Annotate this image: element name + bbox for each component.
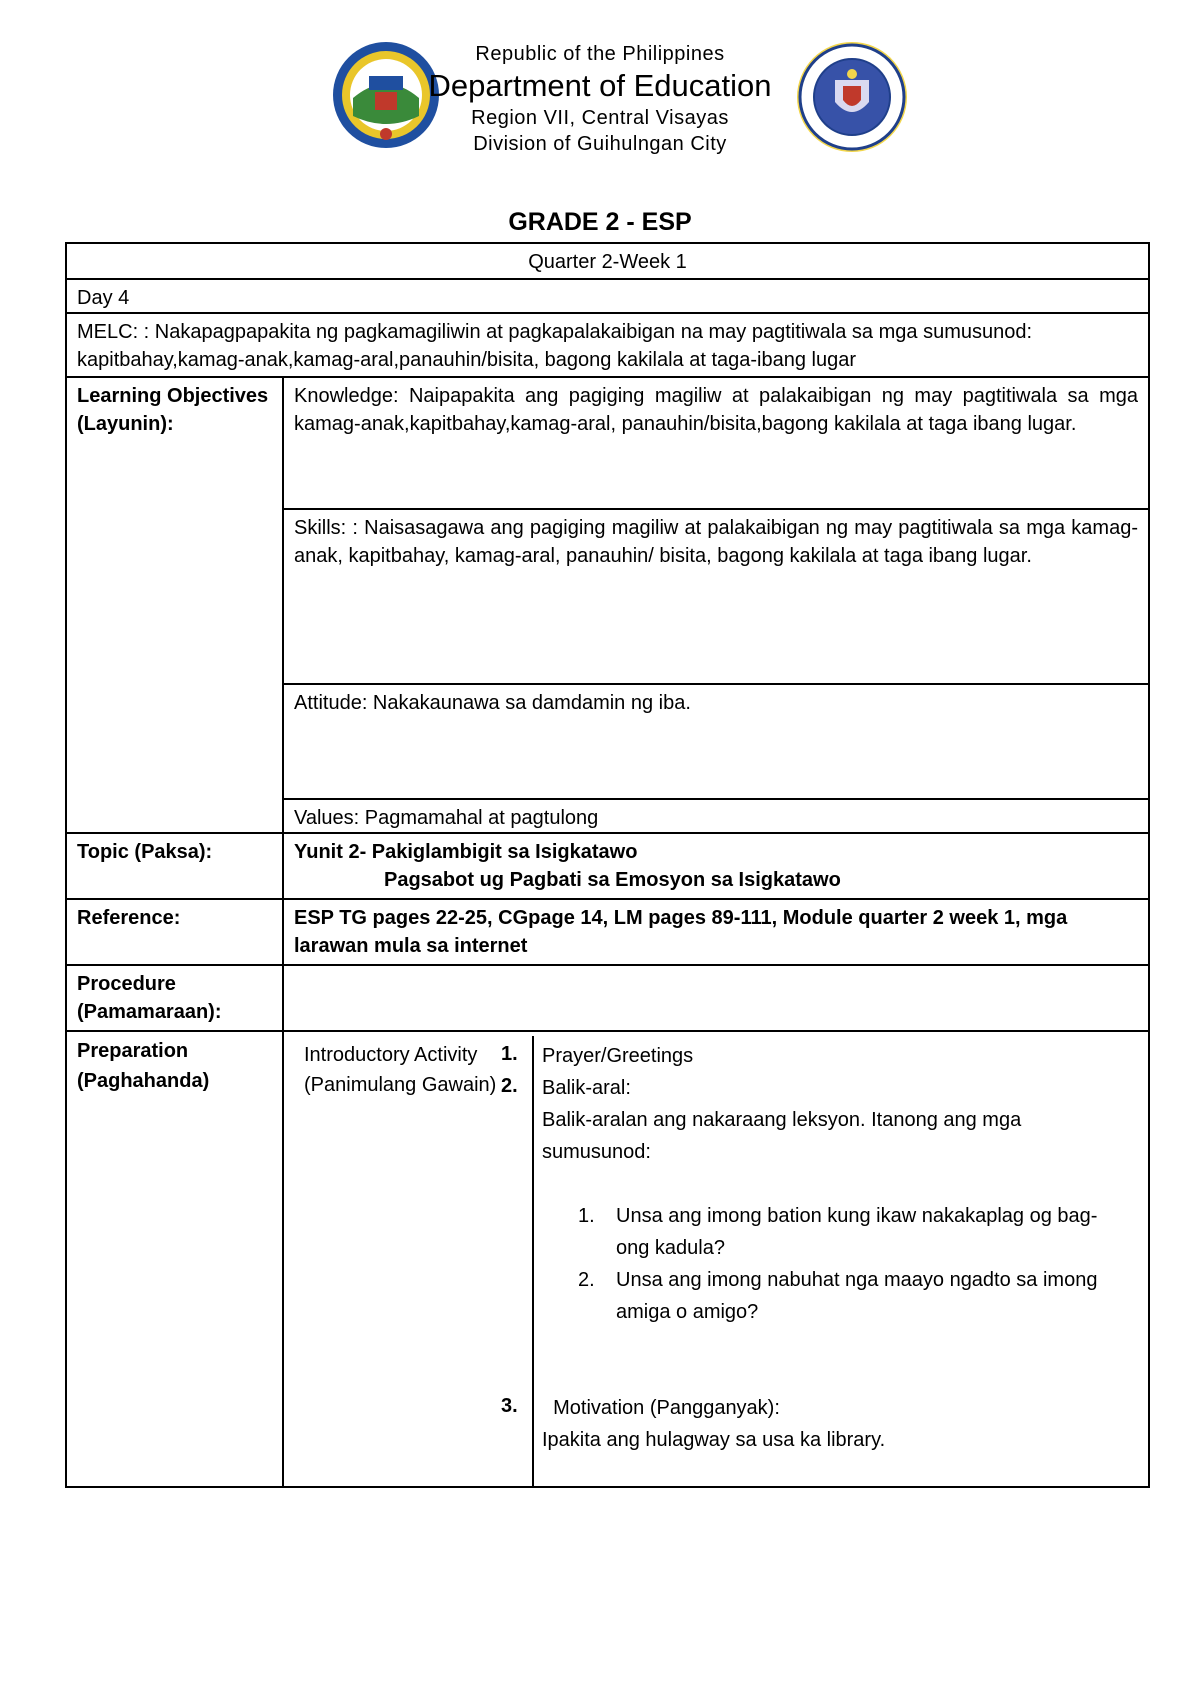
review-instructions: Balik-aralan ang nakaraang leksyon. Itanong ang mga sumusunod: [542, 1109, 1022, 1163]
quarter-cell: Quarter 2-Week 1 [66, 243, 1149, 279]
melc-cell: MELC: : Nakapagpapakita ng pagkamagiliwin at pagkapalakaibigan na may pagtitiwala sa mga sumusunod: kapitbahay,kamag-anak,kamag-aral,panauhin/bisita, bagong kakilala at taga-ibang lugar [66, 313, 1149, 377]
preparation-cell [283, 1031, 1149, 1487]
item-number-1: 1. [501, 1043, 518, 1065]
activity-details [542, 1040, 1102, 1456]
republic-text: Republic of the Philippines [475, 43, 725, 65]
document-title: GRADE 2 - ESP [508, 208, 692, 236]
melc-row [66, 313, 1149, 377]
values-cell: Values: Pagmamahal at pagtulong [283, 799, 1149, 833]
deped-seal-icon [795, 40, 910, 155]
procedure-cell [283, 965, 1149, 1031]
topic-row [66, 833, 1149, 899]
column-divider [532, 1036, 534, 1486]
topic-cell [283, 833, 1149, 899]
question-text: Unsa ang imong bation kung ikaw nakakaplag og bag-ong kadula? [616, 1205, 1098, 1259]
day-row [66, 279, 1149, 313]
skills-cell: Skills: : Naisasagawa ang pagiging magiliw at palakaibigan ng may pagtitiwala sa mga kamag-anak, kapitbahay, kamag-aral, panauhin/ bisita, bagong kakilala at taga ibang lugar. [283, 509, 1149, 684]
day-cell: Day 4 [66, 279, 1149, 313]
item-number-2: 2. [501, 1075, 518, 1097]
item-number-3: 3. [501, 1395, 518, 1417]
question-number: 1. [578, 1205, 595, 1227]
motivation-text: Ipakita ang hulagway sa usa ka library. [542, 1429, 886, 1451]
objectives-knowledge-row [66, 377, 1149, 509]
reference-cell: ESP TG pages 22-25, CGpage 14, LM pages 89-111, Module quarter 2 week 1, mga larawan mula sa internet [283, 899, 1149, 965]
question-item [542, 1264, 1102, 1328]
reference-label: Reference: [66, 899, 283, 965]
department-title: Department of Education [428, 68, 772, 103]
attitude-cell: Attitude: Nakakaunawa sa damdamin ng iba. [283, 684, 1149, 799]
topic-line-2: Pagsabot ug Pagbati sa Emosyon sa Isigkatawo [384, 869, 841, 891]
knowledge-cell: Knowledge: Naipapakita ang pagiging magiliw at palakaibigan ng may pagtitiwala sa mga kamag-anak,kapitbahay,kamag-aral, panauhin/bisita,bagong kakilala at taga ibang lugar. [283, 377, 1149, 509]
motivation-heading: Motivation (Pangganyak): [542, 1397, 780, 1419]
balik-aral: Balik-aral: [542, 1077, 631, 1099]
lesson-plan-table [65, 242, 1150, 1488]
prayer-greetings: Prayer/Greetings [542, 1045, 694, 1067]
question-text: Unsa ang imong nabuhat nga maayo ngadto sa imong amiga o amigo? [616, 1269, 1098, 1323]
question-item [542, 1200, 1102, 1264]
quarter-row [66, 243, 1149, 279]
preparation-row [66, 1031, 1149, 1487]
topic-label: Topic (Paksa): [66, 833, 283, 899]
introductory-activity-label: Introductory Activity (Panimulang Gawain) [304, 1044, 497, 1096]
region-text: Region VII, Central Visayas [471, 107, 729, 129]
topic-line-1: Yunit 2- Pakiglambigit sa Isigkatawo [294, 841, 638, 863]
preparation-label: Preparation (Paghahanda) [66, 1031, 283, 1487]
question-number: 2. [578, 1269, 595, 1291]
procedure-label: Procedure (Pamamaraan): [66, 965, 283, 1031]
procedure-row [66, 965, 1149, 1031]
lesson-plan [65, 242, 1148, 1488]
objectives-label: Learning Objectives (Layunin): [66, 377, 283, 833]
division-text: Division of Guihulngan City [473, 133, 727, 155]
reference-row [66, 899, 1149, 965]
